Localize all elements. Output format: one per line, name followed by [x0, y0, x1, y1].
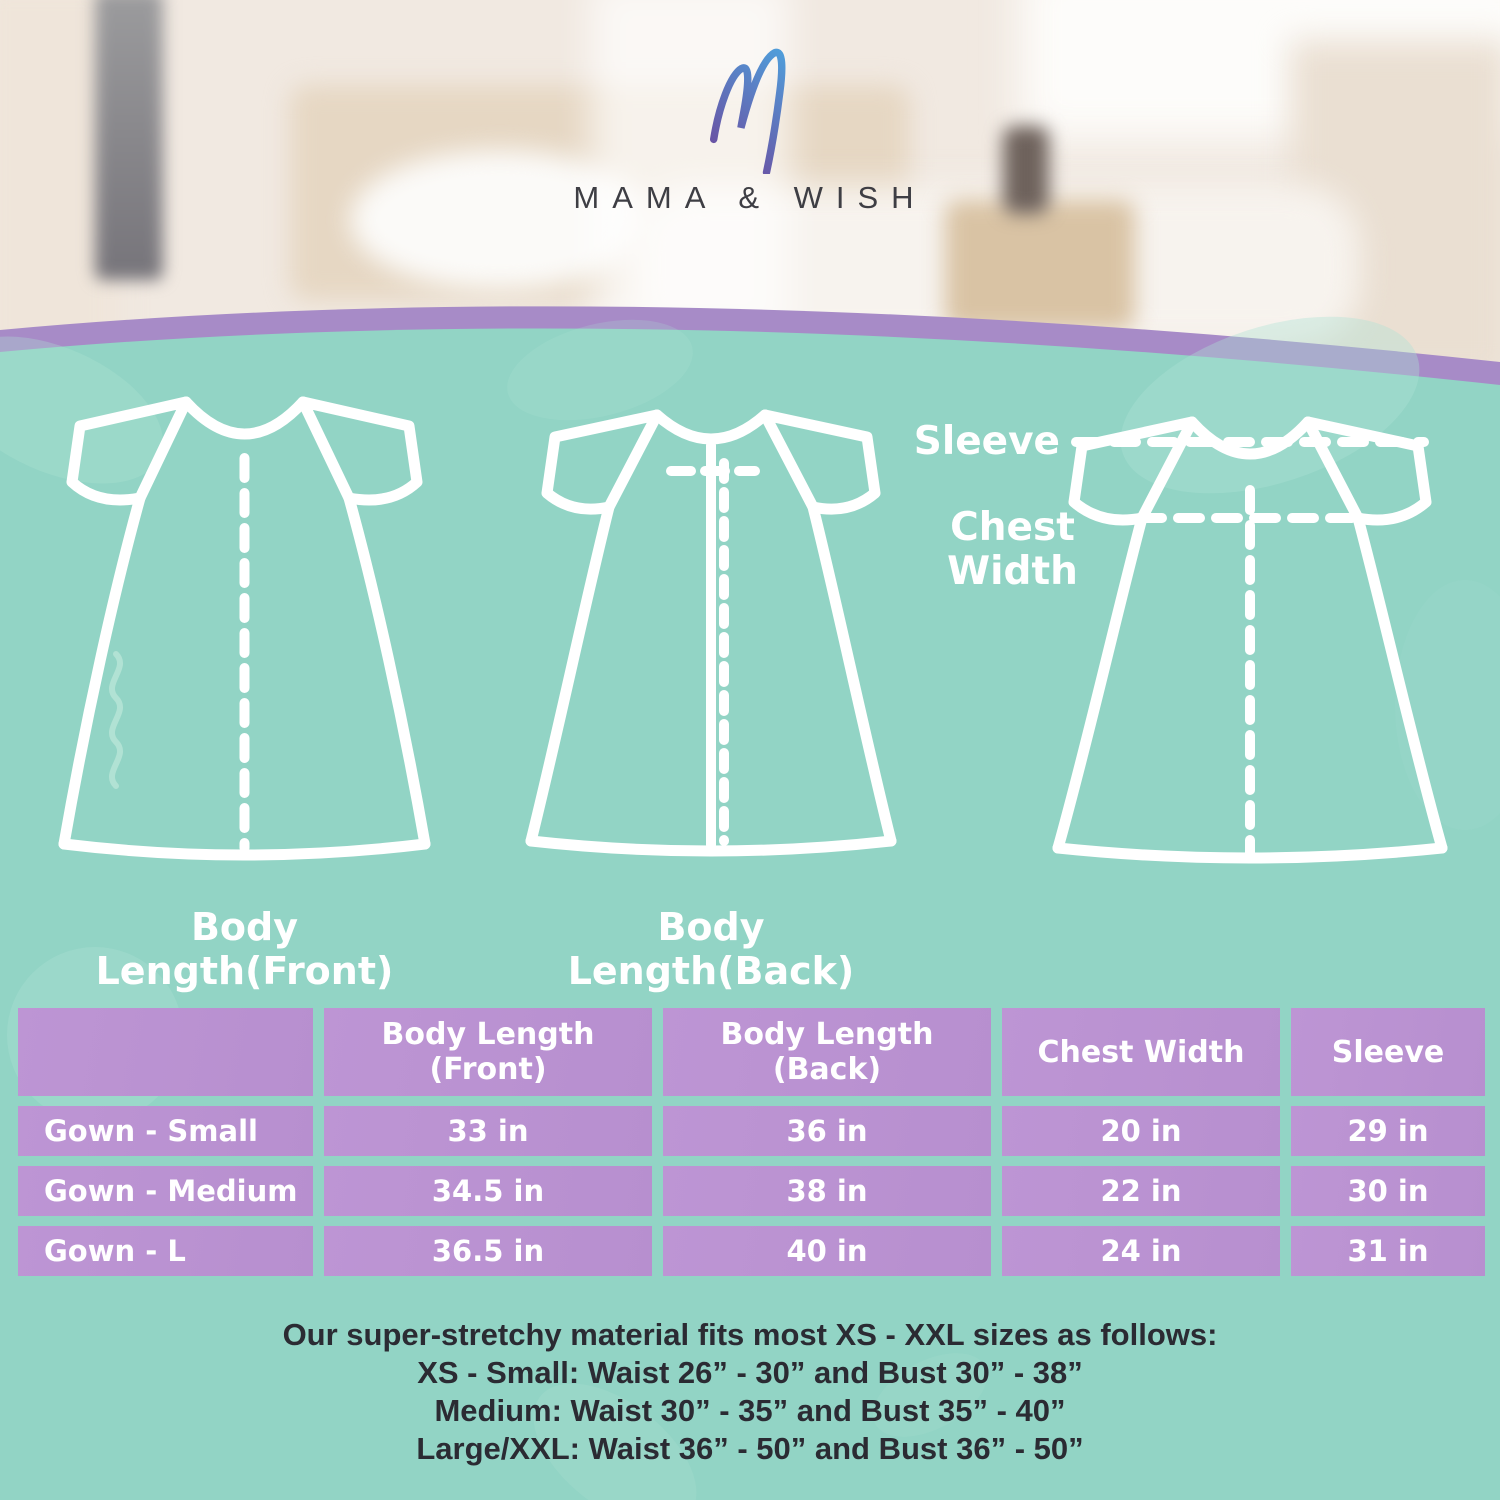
header-line: Body Length: [720, 1017, 934, 1052]
small-front-length: 33 in: [324, 1106, 652, 1156]
row-label-large: Gown - L: [18, 1226, 313, 1276]
gown-measure-diagram: [1040, 386, 1460, 894]
table-header-sleeve: [1291, 1008, 1485, 1096]
back-length-label: Body Length(Back): [567, 905, 855, 993]
large-back-length: 40 in: [663, 1226, 991, 1276]
row-label-medium: Gown - Medium: [18, 1166, 313, 1216]
gown-front-diagram: [52, 362, 437, 892]
front-length-label: Body Length(Front): [95, 905, 394, 993]
header-line: Chest Width: [1037, 1034, 1245, 1070]
large-sleeve: 31 in: [1291, 1226, 1485, 1276]
chest-label-line1: Chest: [950, 505, 1075, 550]
sizing-note-line: Large/XXL: Waist 36” - 50” and Bust 36” - 50”: [416, 1431, 1084, 1466]
row-label-small: Gown - Small: [18, 1106, 313, 1156]
table-header-body-length-front: [324, 1008, 652, 1096]
header-line: (Back): [772, 1052, 882, 1087]
sizing-notes: [0, 1316, 1500, 1468]
header-line: Body Length: [381, 1017, 595, 1052]
brand-logo: [0, 42, 1500, 216]
sizing-note-line: XS - Small: Waist 26” - 30” and Bust 30” - 38”: [417, 1355, 1083, 1390]
table-header-empty: [18, 1008, 313, 1096]
medium-sleeve: 30 in: [1291, 1166, 1485, 1216]
small-chest-width: 20 in: [1002, 1106, 1280, 1156]
header-line: Sleeve: [1331, 1034, 1445, 1070]
brand-name: MAMA & WISH: [573, 180, 927, 215]
size-table: [18, 1008, 1485, 1276]
sizing-note-line: Our super-stretchy material fits most XS - XXL sizes as follows:: [282, 1317, 1218, 1352]
medium-chest-width: 22 in: [1002, 1166, 1280, 1216]
medium-front-length: 34.5 in: [324, 1166, 652, 1216]
gown-back-diagram: [515, 383, 907, 888]
large-front-length: 36.5 in: [324, 1226, 652, 1276]
brand-logo-m-icon: [696, 42, 804, 174]
header-line: (Front): [429, 1052, 547, 1087]
medium-back-length: 38 in: [663, 1166, 991, 1216]
small-back-length: 36 in: [663, 1106, 991, 1156]
table-header-body-length-back: [663, 1008, 991, 1096]
chest-width-measure-label: [935, 506, 1090, 594]
large-chest-width: 24 in: [1002, 1226, 1280, 1276]
sleeve-measure-label: Sleeve: [913, 419, 1060, 464]
chest-label-line2: Width: [947, 549, 1078, 594]
small-sleeve: 29 in: [1291, 1106, 1485, 1156]
sizing-note-line: Medium: Waist 30” - 35” and Bust 35” - 40”: [434, 1393, 1066, 1428]
table-header-chest-width: [1002, 1008, 1280, 1096]
